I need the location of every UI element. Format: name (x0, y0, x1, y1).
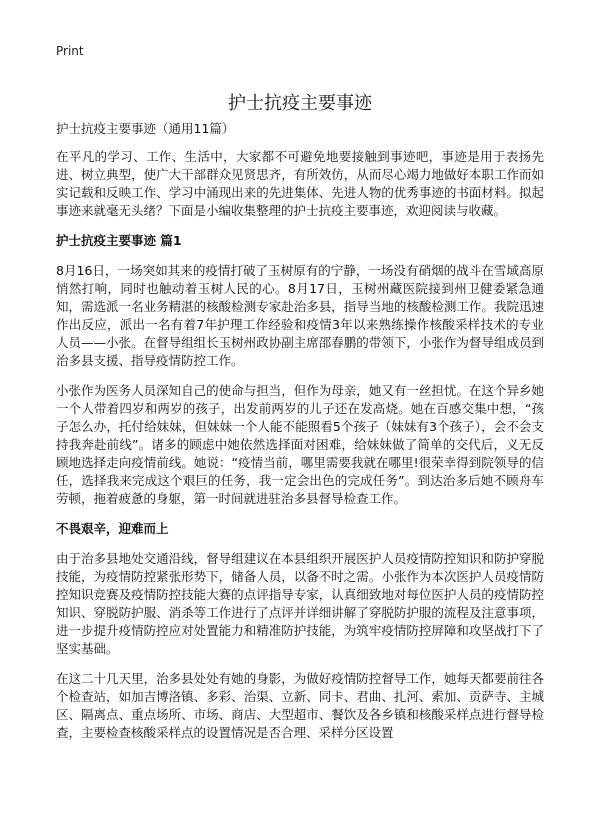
paragraph-1: 8月16日，一场突如其来的疫情打破了玉树原有的宁静，一场没有硝烟的战斗在雪域高原悄然打响，同时也触动着玉树人民的心。8月17日，玉树州藏医院接到州卫健委紧急通知，需选派一名业务精湛的核酸检测专家赴治多县，指导当地的核酸检测工作。我院迅速作出反应，派出一名有着7年护理工作经验和疫情3年以来熟练操作核酸采样技术的专业人员——小张。在督导组组长玉树州政协副主席邵春鹏的带领下，小张作为督导组成员到治多县支援、指导疫情防控工作。 (56, 263, 544, 368)
paragraph-2: 小张作为医务人员深知自己的使命与担当，但作为母亲，她又有一丝担忧。在这个异乡她一个人带着四岁和两岁的孩子，出发前两岁的儿子还在发高烧。她在百感交集中想，“孩子怎么办，托付给妹妹，但妹妹一个人能不能照看5个孩子（妹妹有3个孩子），会不会支持我奔赴前线”。诸多的顾虑中她依然选择面对困难，给妹妹做了简单的交代后，义无反顾地选择走向疫情前线。她说：“疫情当前，哪里需要我就在哪里!很荣幸得到院领导的信任，选择我来完成这个艰巨的任务，我一定会出色的完成任务”。到达治多后她不顾舟车劳顿，拖着疲惫的身躯，第一时间就进驻治多县督导检查工作。 (56, 383, 544, 506)
intro-paragraph: 在平凡的学习、工作、生活中，大家都不可避免地要接触到事迹吧，事迹是用于表扬先进、树立典型，使广大干部群众见贤思齐，有所效仿，从而尽心竭力地做好本职工作而如实记载和反映工作、学习中涌现出来的先进集体、先进人物的优秀事迹的书面材料。拟起事迹来就毫无头绪？下面是小编收集整理的护士抗疫主要事迹，欢迎阅读与收藏。 (56, 149, 544, 218)
document-body (56, 120, 544, 754)
section-heading-2: 不畏艰辛，迎难而上 (56, 521, 169, 536)
paragraph-3: 由于治多县地处交通沿线，督导组建议在本县组织开展医护人员疫情防控知识和防护穿脱技能，为疫情防控紧张形势下，储备人员，以备不时之需。小张作为本次医护人员疫情防控知识竞赛及疫情防控技能大赛的点评指导专家，认真细致地对每位医护人员的疫情防控知识、穿脱防护服、消杀等工作进行了点评并详细讲解了穿脱防护服的流程及注意事项，进一步提升疫情防控应对处置能力和精准防护技能，为筑牢疫情防控屏障和攻坚战打下了坚实基础。 (56, 551, 544, 656)
page-title: 护士抗疫主要事迹 (228, 93, 372, 115)
paragraph-4: 在这二十几天里，治多县处处有她的身影，为做好疫情防控督导工作，她每天都要前往各个检查站，如加吉博洛镇、多彩、治渠、立新、同卡、君曲、扎河、索加、贡萨寺、主城区、隔离点、重点场所、市场、商店、大型超市、餐饮及各乡镇和核酸采样点进行督导检查，主要检查核酸采样点的设置情况是否合理、采样分区设置 (56, 671, 544, 740)
print-label[interactable]: Print (56, 44, 84, 58)
section-heading-1: 护士抗疫主要事迹 篇1 (56, 233, 182, 248)
document-subtitle: 护士抗疫主要事迹（通用11篇） (56, 121, 235, 136)
